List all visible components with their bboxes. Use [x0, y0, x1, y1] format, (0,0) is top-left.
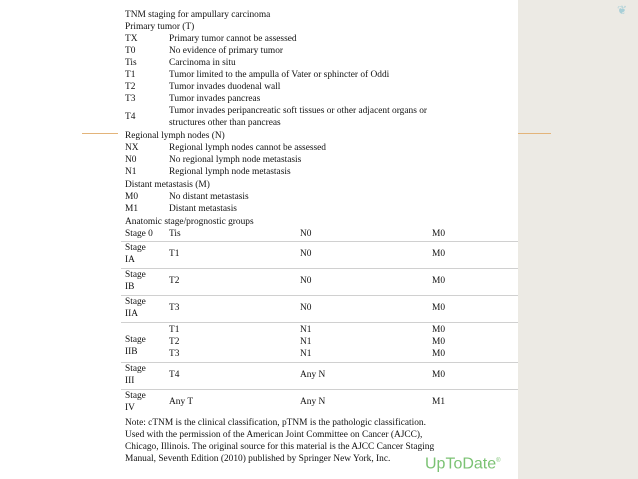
staging-document	[121, 8, 518, 479]
stage-t: T4	[169, 370, 180, 380]
metastasis-desc: Distant metastasis	[169, 204, 237, 214]
stage-t: T1	[169, 249, 180, 259]
note-line: Chicago, Illinois. The original source for this material is the AJCC Cancer Staging	[125, 442, 435, 452]
stage-t: T3	[169, 303, 180, 313]
stage-t: T2	[169, 337, 180, 347]
lymph-nodes-header: Regional lymph nodes (N)	[125, 131, 225, 141]
primary-code: TX	[125, 34, 138, 44]
stage-label-roman: IA	[125, 255, 135, 265]
primary-desc: Tumor limited to the ampulla of Vater or sphincter of Oddi	[169, 70, 390, 80]
stage-m: M0	[432, 276, 446, 286]
node-desc: Regional lymph nodes cannot be assessed	[169, 143, 326, 153]
primary-code: T1	[125, 70, 136, 80]
stage-label-roman: IV	[125, 403, 135, 413]
stage-label: Stage	[125, 364, 146, 374]
stage-t: Tis	[169, 229, 181, 239]
stage-m: M0	[432, 370, 446, 380]
row-divider	[121, 295, 518, 296]
registered-mark: ®	[496, 458, 501, 464]
stage-t: Any T	[169, 397, 194, 407]
primary-code: T3	[125, 94, 136, 104]
stage-label: Stage	[125, 270, 146, 280]
primary-code: Tis	[125, 58, 137, 68]
stage-n: N0	[300, 229, 312, 239]
stage-m: M0	[432, 337, 446, 347]
stage-m: M0	[432, 349, 446, 359]
stage-n: N1	[300, 349, 312, 359]
left-accent-line	[82, 133, 118, 134]
metastasis-header: Distant metastasis (M)	[125, 180, 210, 190]
stage-t: T1	[169, 325, 180, 335]
stage-label: Stage	[125, 297, 146, 307]
uptodate-watermark: UpToDate®	[425, 455, 501, 473]
primary-tumor-header: Primary tumor (T)	[125, 22, 195, 32]
document-title: TNM staging for ampullary carcinoma	[125, 10, 271, 20]
note-line: Used with the permission of the American Joint Committee on Cancer (AJCC),	[125, 430, 423, 440]
primary-desc: Tumor invades duodenal wall	[169, 82, 281, 92]
metastasis-desc: No distant metastasis	[169, 192, 249, 202]
stage-label-roman: IB	[125, 282, 135, 292]
stage-label: Stage	[125, 391, 146, 401]
stage-label-roman: III	[125, 376, 135, 386]
primary-code: T2	[125, 82, 136, 92]
primary-desc: Tumor invades peripancreatic soft tissues or other adjacent organs or	[169, 106, 428, 116]
primary-desc: Primary tumor cannot be assessed	[169, 34, 297, 44]
node-code: N1	[125, 167, 137, 177]
row-divider	[121, 322, 518, 323]
metastasis-code: M0	[125, 192, 139, 202]
stage-m: M0	[432, 303, 446, 313]
note-line: Manual, Seventh Edition (2010) published by Springer New York, Inc.	[125, 454, 391, 464]
stage-label: Stage	[125, 335, 146, 345]
primary-desc: Tumor invades pancreas	[169, 94, 261, 104]
primary-desc: Carcinoma in situ	[169, 58, 236, 68]
stage-groups-header: Anatomic stage/prognostic groups	[125, 217, 254, 227]
stage-n: N0	[300, 303, 312, 313]
node-code: N0	[125, 155, 137, 165]
right-background-band	[518, 0, 638, 479]
stage-t: T2	[169, 276, 180, 286]
row-divider	[121, 389, 518, 390]
node-desc: No regional lymph node metastasis	[169, 155, 302, 165]
stage-n: Any N	[300, 397, 326, 407]
stage-n: N0	[300, 276, 312, 286]
stage-m: M0	[432, 249, 446, 259]
stage-m: M1	[432, 397, 446, 407]
row-divider	[121, 268, 518, 269]
stage-label-roman: IIB	[125, 347, 138, 357]
corner-decoration-icon: ❦	[617, 3, 628, 17]
stage-label-roman: IIA	[125, 309, 139, 319]
stage-label: Stage	[125, 243, 146, 253]
primary-code: T0	[125, 46, 136, 56]
stage-label: Stage 0	[125, 229, 153, 239]
primary-code: T4	[125, 112, 136, 122]
primary-desc-cont: structures other than pancreas	[169, 118, 281, 128]
metastasis-code: M1	[125, 204, 139, 214]
node-code: NX	[125, 143, 139, 153]
row-divider	[121, 241, 518, 242]
stage-n: Any N	[300, 370, 326, 380]
note-line: Note: cTNM is the clinical classification, pTNM is the pathologic classification.	[125, 418, 426, 428]
stage-t: T3	[169, 349, 180, 359]
stage-m: M0	[432, 325, 446, 335]
stage-n: N1	[300, 325, 312, 335]
stage-m: M0	[432, 229, 446, 239]
node-desc: Regional lymph node metastasis	[169, 167, 291, 177]
row-divider	[121, 362, 518, 363]
stage-n: N0	[300, 249, 312, 259]
stage-n: N1	[300, 337, 312, 347]
primary-desc: No evidence of primary tumor	[169, 46, 284, 56]
